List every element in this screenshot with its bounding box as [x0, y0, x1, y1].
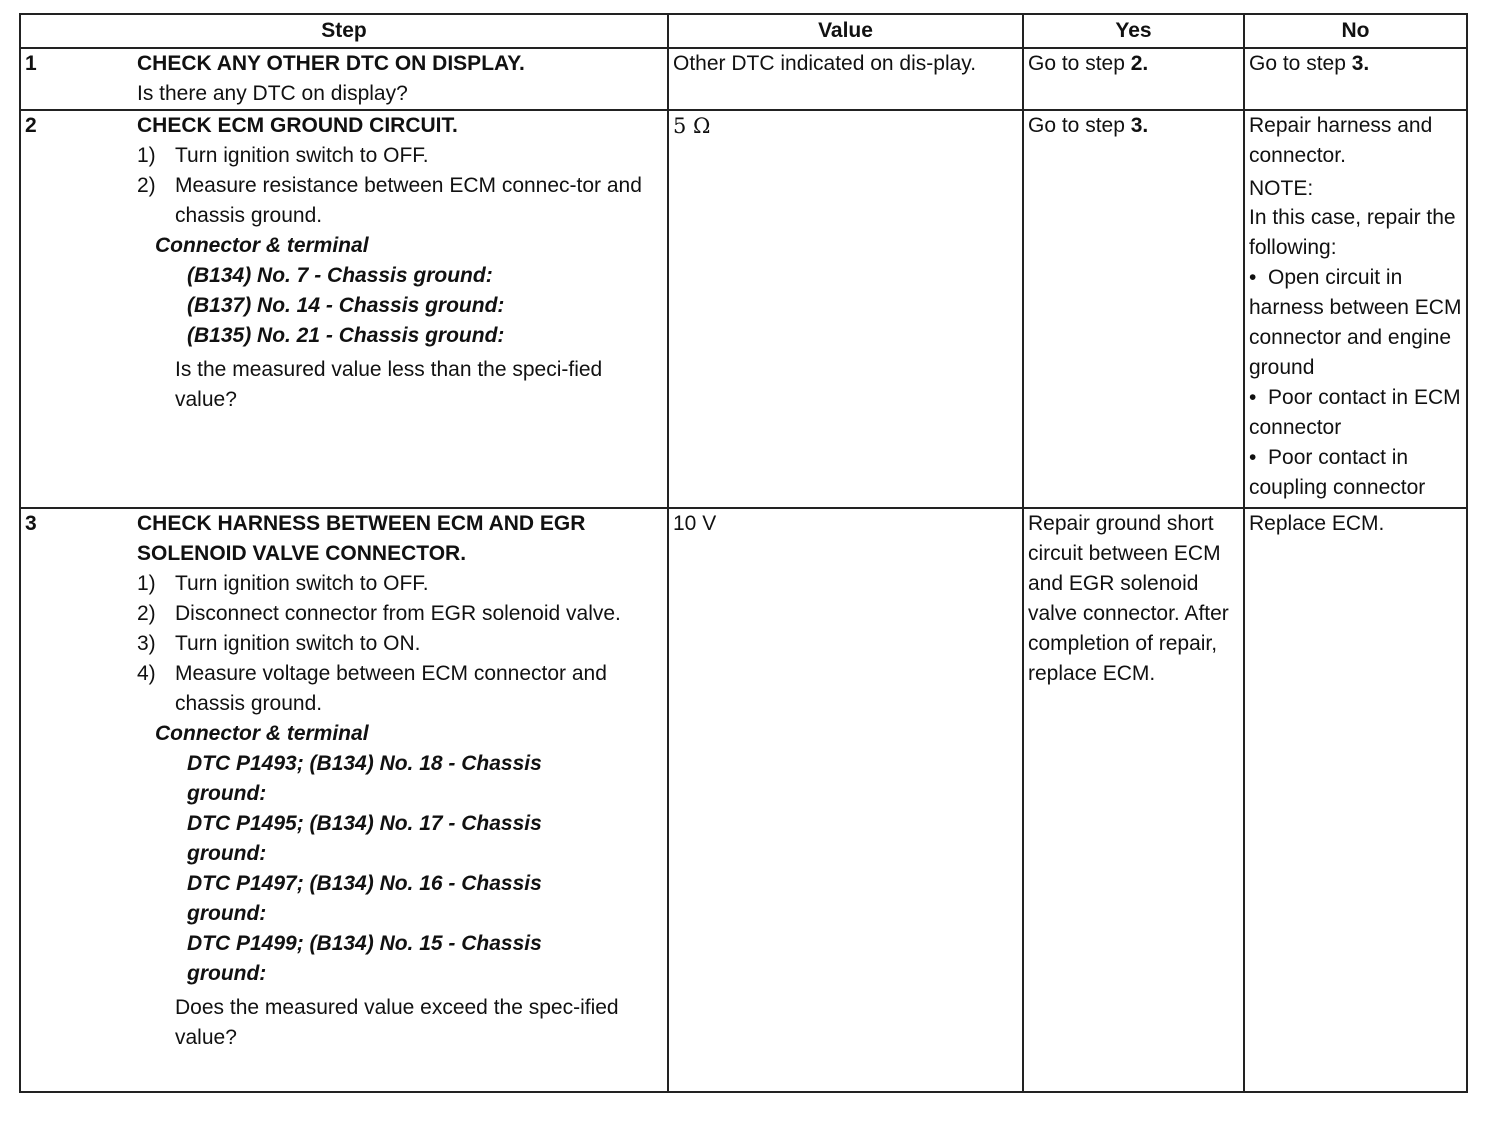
yes-prefix: Go to step: [1028, 52, 1131, 75]
procedure-item: 2) Measure resistance between ECM connec-tor and chassis ground.: [137, 174, 642, 227]
no-text: Replace ECM.: [1249, 512, 1385, 535]
value-cell: [668, 48, 1023, 110]
procedure-item: 1) Turn ignition switch to OFF.: [137, 572, 429, 595]
header-value: Value: [668, 14, 1023, 48]
yes-text: Repair ground short circuit between ECM and EGR solenoid valve connector. After completion of repair, replace ECM.: [1028, 512, 1229, 685]
yes-cell: [1023, 48, 1244, 110]
connector-heading: Connector & terminal: [155, 234, 369, 257]
procedure-item: 1) Turn ignition switch to OFF.: [137, 144, 429, 167]
step-title: CHECK ECM GROUND CIRCUIT.: [137, 114, 458, 137]
value-text: 5 Ω: [673, 114, 711, 138]
table-row: [20, 110, 1467, 508]
yes-prefix: Go to step: [1028, 114, 1131, 137]
procedure-item: 2) Disconnect connector from EGR solenoid valve.: [137, 602, 621, 625]
note-bullet: • Open circuit in harness between ECM connector and engine ground: [1249, 266, 1462, 379]
connector-terminal: DTC P1495; (B134) No. 17 - Chassis ground:: [187, 812, 542, 865]
step-cell: [20, 110, 668, 508]
value-text: Other DTC indicated on dis-play.: [673, 52, 977, 75]
no-cell: [1244, 110, 1467, 508]
header-no: No: [1244, 14, 1467, 48]
table-row: [20, 48, 1467, 110]
step-title: CHECK ANY OTHER DTC ON DISPLAY.: [137, 52, 525, 75]
step-body: [137, 509, 662, 1053]
no-prefix: Go to step: [1249, 52, 1352, 75]
procedure-item: 4) Measure voltage between ECM connector and chassis ground.: [137, 662, 607, 715]
diagnostic-table: [19, 13, 1468, 1093]
connector-terminal: (B134) No. 7 - Chassis ground:: [187, 264, 493, 287]
step-question: Is the measured value less than the speci-fied value?: [175, 358, 603, 411]
step-number: 3: [25, 512, 37, 535]
header-yes: Yes: [1023, 14, 1244, 48]
no-step: 3.: [1351, 52, 1370, 75]
step-title: CHECK HARNESS BETWEEN ECM AND EGR SOLENOID VALVE CONNECTOR.: [137, 512, 586, 565]
note-heading: NOTE:: [1249, 177, 1314, 200]
step-cell: [20, 48, 668, 110]
header-row: [20, 14, 1467, 48]
connector-terminal: (B135) No. 21 - Chassis ground:: [187, 324, 505, 347]
step-question: Does the measured value exceed the spec-ified value?: [175, 996, 619, 1049]
no-main-text: Repair harness and connector.: [1249, 114, 1433, 167]
yes-cell: [1023, 110, 1244, 508]
value-text: 10 V: [673, 512, 717, 535]
table-row: [20, 508, 1467, 1092]
yes-step: 3.: [1130, 114, 1149, 137]
connector-heading: Connector & terminal: [155, 722, 369, 745]
connector-terminal: DTC P1493; (B134) No. 18 - Chassis ground:: [187, 752, 542, 805]
value-cell: [668, 110, 1023, 508]
connector-terminal: DTC P1497; (B134) No. 16 - Chassis ground:: [187, 872, 542, 925]
note-text: In this case, repair the following:: [1249, 206, 1456, 259]
note-bullet: • Poor contact in coupling connector: [1249, 446, 1426, 499]
connector-terminal: (B137) No. 14 - Chassis ground:: [187, 294, 505, 317]
yes-cell: [1023, 508, 1244, 1092]
step-number: 1: [25, 52, 37, 75]
step-body: [137, 49, 662, 109]
procedure-item: 3) Turn ignition switch to ON.: [137, 632, 421, 655]
step-number: 2: [25, 114, 37, 137]
step-cell: [20, 508, 668, 1092]
yes-step: 2.: [1130, 52, 1149, 75]
step-body: [137, 111, 662, 415]
value-cell: [668, 508, 1023, 1092]
step-question: Is there any DTC on display?: [137, 82, 408, 105]
note-bullet: • Poor contact in ECM connector: [1249, 386, 1461, 439]
no-cell: [1244, 508, 1467, 1092]
connector-terminal: DTC P1499; (B134) No. 15 - Chassis ground:: [187, 932, 542, 985]
header-step: Step: [20, 14, 668, 48]
no-cell: [1244, 48, 1467, 110]
